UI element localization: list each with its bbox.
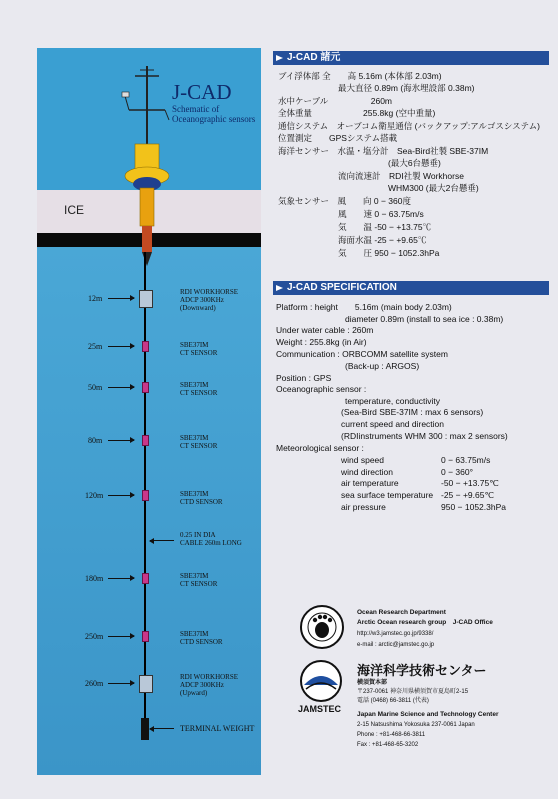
research-group-seal-icon: [299, 604, 345, 650]
met-value: -50 − +13.75℃: [441, 478, 499, 488]
jp-row: (最大6台懸垂): [388, 158, 441, 168]
depth-label: 250m: [85, 632, 104, 641]
jp-row: WHM300 (最大2台懸垂): [388, 183, 479, 193]
terminal-weight-label: TERMINAL WEIGHT: [180, 724, 255, 733]
adcp-bottom-l1: RDI WORKHORSE: [180, 673, 239, 681]
sensor-50m-l2: CT SENSOR: [180, 389, 218, 397]
mooring-cable: [144, 252, 146, 722]
sensor-120m-l2: CTD SENSOR: [180, 498, 223, 506]
sensor-25m: [142, 341, 149, 352]
en-row: Position : GPS: [276, 373, 332, 383]
weight-arrow: [150, 728, 174, 729]
sensor-25m-l1: SBE37IM: [180, 341, 209, 349]
en-row: (Back-up : ARGOS): [345, 361, 420, 371]
adcp-top-l2: ADCP 300KHz: [180, 296, 224, 304]
depth-label: 80m: [88, 436, 103, 445]
jp-row: 気象センサー 風 向 0 − 360度: [278, 196, 411, 206]
depth-arrow: [108, 495, 134, 496]
depth-arrow: [108, 298, 134, 299]
sensor-180m-label: [180, 572, 217, 588]
en-row: Under water cable : 260m: [276, 325, 374, 335]
footer-url[interactable]: http://w3.jamstec.go.jp/9338/: [357, 631, 434, 637]
diagram-title: J-CAD: [172, 80, 232, 104]
depth-label: 120m: [85, 491, 104, 500]
sensor-180m-l1: SBE37IM: [180, 572, 209, 580]
footer-addr-jp: 〒237-0061 神奈川県横須賀市夏島町2-15: [357, 689, 469, 695]
met-value: 950 − 1052.3hPa: [441, 502, 506, 512]
met-value: 0 − 360°: [441, 467, 473, 477]
depth-label: 260m: [85, 679, 104, 688]
jp-row: 海洋センサー 水温・塩分計 Sea-Bird社製 SBE-37IM: [278, 146, 489, 156]
footer-dept: Ocean Research Department: [357, 609, 446, 616]
depth-arrow: [108, 683, 134, 684]
footer-group: Arctic Ocean research group J-CAD Office: [357, 619, 493, 626]
cable-arrow: [150, 540, 174, 541]
footer-org-en: Japan Marine Science and Technology Center: [357, 711, 499, 718]
terminal-weight: [141, 718, 149, 740]
sensor-250m-label: [180, 630, 223, 646]
depth-label: 50m: [88, 383, 103, 392]
sensor-50m-label: [180, 381, 217, 397]
sensor-250m-l2: CTD SENSOR: [180, 638, 223, 646]
jp-row: 風 速 0 − 63.75m/s: [338, 209, 424, 219]
met-key: sea surface temperature: [341, 490, 434, 500]
jp-row: 水中ケーブル 260m: [278, 96, 392, 106]
en-row: Communication : ORBCOMM satellite system: [276, 349, 448, 359]
sensor-120m: [142, 490, 149, 501]
depth-arrow: [108, 636, 134, 637]
sensor-120m-label: [180, 490, 223, 506]
jp-row: 海面水温 -25 − +9.65℃: [338, 235, 427, 245]
jp-row: 気 温 -50 − +13.75℃: [338, 222, 432, 232]
footer-addr-en: 2-15 Natsushima Yokosuka 237-0061 Japan: [357, 722, 475, 728]
sensor-80m: [142, 435, 149, 446]
footer-fax: Fax : +81-468-65-3202: [357, 742, 419, 748]
depth-label: 25m: [88, 342, 103, 351]
met-key: wind direction: [341, 467, 393, 477]
en-row: Meteorological sensor :: [276, 443, 364, 453]
sensor-80m-l2: CT SENSOR: [180, 442, 218, 450]
footer-hq-jp: 横須賀本部: [357, 680, 388, 686]
jp-spec-header: J-CAD 諸元: [273, 51, 549, 65]
en-row: (RDIinstruments WHM 300 : max 2 sensors): [341, 431, 508, 441]
adcp-bottom: [139, 675, 153, 693]
adcp-top-label: [180, 288, 238, 312]
footer-email[interactable]: e-mail : arctic@jamstec.go.jp: [357, 642, 435, 648]
adcp-bottom-l2: ADCP 300KHz: [180, 681, 224, 689]
en-row: Weight : 255.8kg (in Air): [276, 337, 367, 347]
cable-l2: CABLE 260m LONG: [180, 539, 242, 547]
jamstec-logo-text: JAMSTEC: [298, 704, 342, 714]
jp-row: 位置測定 GPSシステム搭載: [278, 133, 398, 143]
en-row: current speed and direction: [341, 419, 445, 429]
footer-phone: Phone : +81-468-66-3811: [357, 732, 426, 738]
sensor-80m-label: [180, 434, 217, 450]
adcp-bottom-l3: (Upward): [180, 689, 208, 697]
en-spec-header: J-CAD SPECIFICATION: [273, 281, 549, 295]
sensor-120m-l1: SBE37IM: [180, 490, 209, 498]
en-row: diameter 0.89m (install to sea ice : 0.38m): [345, 314, 504, 324]
depth-arrow: [108, 346, 134, 347]
jamstec-logo-icon: [296, 659, 346, 703]
cable-l1: 0.25 IN DIA: [180, 531, 216, 539]
en-row: temperature, conductivity: [345, 396, 440, 406]
adcp-top-l3: (Downward): [180, 304, 216, 312]
met-value: -25 − +9.65℃: [441, 490, 495, 500]
jp-row: 通信システム オーブコム衛星通信 (バックアップ:アルゴスシステム): [278, 121, 540, 131]
depth-label: 180m: [85, 574, 104, 583]
adcp-top-l1: RDI WORKHORSE: [180, 288, 239, 296]
sensor-80m-l1: SBE37IM: [180, 434, 209, 442]
footer-org-jp: 海洋科学技術センター: [357, 663, 487, 678]
depth-arrow: [108, 578, 134, 579]
cable-label: [180, 531, 242, 547]
depth-arrow: [108, 440, 134, 441]
jp-row: 気 圧 950 − 1052.3hPa: [338, 248, 440, 258]
sensor-180m-l2: CT SENSOR: [180, 580, 218, 588]
footer-tel-jp: 電話 (0468) 66-3811 (代表): [357, 698, 429, 704]
sensor-250m-l1: SBE37IM: [180, 630, 209, 638]
adcp-bottom-label: [180, 673, 238, 697]
en-row: Platform : height 5.16m (main body 2.03m): [276, 302, 452, 312]
diagram-subtitle-2: Oceanographic sensors: [172, 114, 256, 124]
sensor-25m-label: [180, 341, 217, 357]
en-row: (Sea-Bird SBE-37IM : max 6 sensors): [341, 407, 484, 417]
ice-label: ICE: [64, 203, 85, 217]
en-row: Oceanographic sensor :: [276, 384, 367, 394]
depth-label: 12m: [88, 294, 103, 303]
sensor-25m-l2: CT SENSOR: [180, 349, 218, 357]
diagram-subtitle-1: Schematic of: [172, 104, 220, 114]
sensor-180m: [142, 573, 149, 584]
jp-row: 全体重量 255.8kg (空中重量): [278, 108, 436, 118]
met-key: wind speed: [341, 455, 385, 465]
jp-row: 流向流速計 RDI社製 Workhorse: [338, 171, 464, 181]
jp-row: 最大直径 0.89m (海氷埋設部 0.38m): [338, 83, 475, 93]
met-key: air temperature: [341, 478, 399, 488]
sensor-50m: [142, 382, 149, 393]
adcp-top: [139, 290, 153, 308]
met-key: air pressure: [341, 502, 386, 512]
depth-arrow: [108, 387, 134, 388]
sensor-250m: [142, 631, 149, 642]
met-value: 0 − 63.75m/s: [441, 455, 491, 465]
jp-row: ブイ浮体部 全 高 5.16m (本体部 2.03m): [278, 71, 442, 81]
sensor-50m-l1: SBE37IM: [180, 381, 209, 389]
